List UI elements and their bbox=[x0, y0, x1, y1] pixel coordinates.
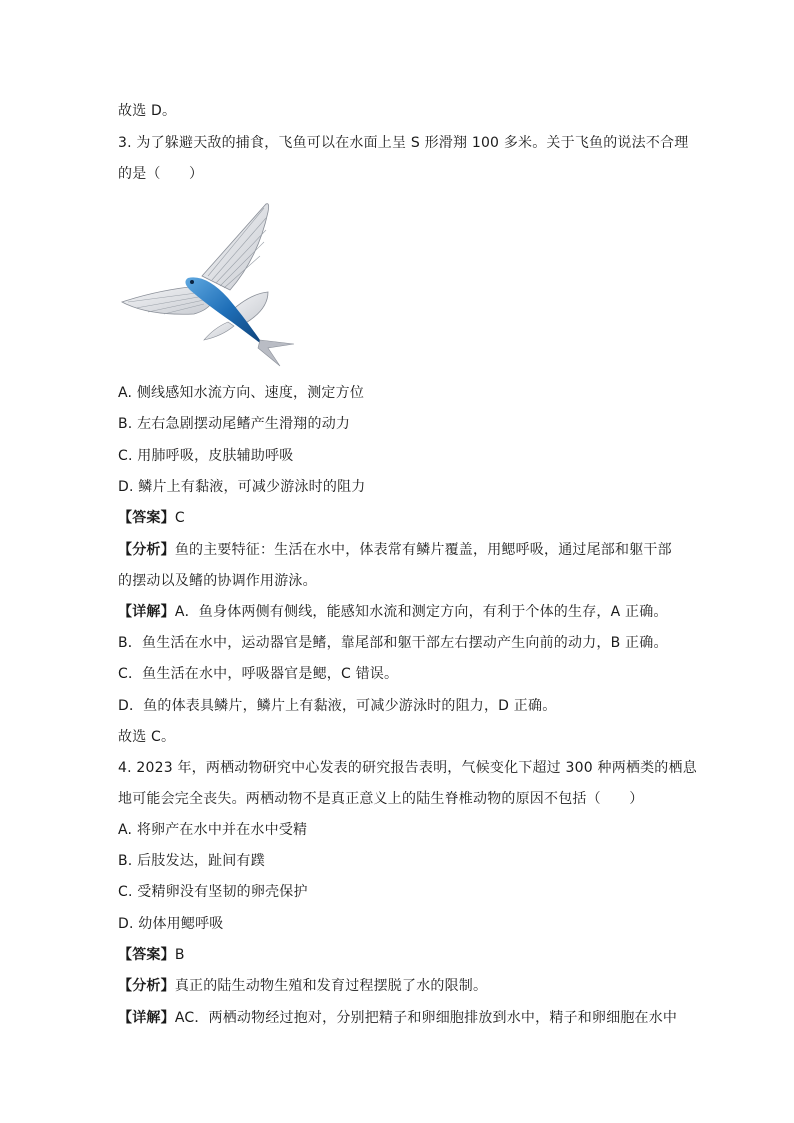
q4-detail-line1 bbox=[118, 1008, 677, 1028]
q3-answer-tag: 【答案】 bbox=[118, 510, 175, 526]
q3-option-a: A. 侧线感知水流方向、速度，测定方位 bbox=[118, 385, 365, 401]
q3-analysis-text1: 鱼的主要特征：生活在水中，体表常有鳞片覆盖，用鳃呼吸，通过尾部和躯干部 bbox=[174, 542, 672, 558]
q4-stem-line2: 地可能会完全丧失。两栖动物不是真正意义上的陆生脊椎动物的原因不包括（ ） bbox=[118, 791, 644, 807]
q3-stem-line2: 的是（ ） bbox=[118, 166, 204, 182]
q3-detail-text1: A．鱼身体两侧有侧线，能感知水流和测定方向，有利于个体的生存，A 正确。 bbox=[174, 604, 668, 620]
q3-answer bbox=[118, 508, 185, 528]
q4-answer-tag: 【答案】 bbox=[118, 947, 175, 963]
q4-option-a: A. 将卵产在水中并在水中受精 bbox=[118, 822, 308, 838]
q3-analysis-line1 bbox=[118, 540, 672, 560]
q3-answer-value: C bbox=[174, 510, 185, 526]
q3-analysis-line2: 的摆动以及鳍的协调作用游泳。 bbox=[118, 573, 317, 589]
q4-option-c: C. 受精卵没有坚韧的卵壳保护 bbox=[118, 884, 308, 900]
q3-option-c: C. 用肺呼吸，皮肤辅助呼吸 bbox=[118, 448, 294, 464]
q4-analysis-tag: 【分析】 bbox=[118, 978, 175, 994]
q4-option-d: D. 幼体用鳃呼吸 bbox=[118, 916, 224, 932]
q3-analysis-tag: 【分析】 bbox=[118, 542, 175, 558]
q4-analysis-text1: 真正的陆生动物生殖和发育过程摆脱了水的限制。 bbox=[174, 978, 488, 994]
q4-detail-tag: 【详解】 bbox=[118, 1010, 175, 1026]
q3-detail-line3: C．鱼生活在水中，呼吸器官是鳃，C 错误。 bbox=[118, 666, 399, 682]
q3-detail-line4: D．鱼的体表具鳞片，鳞片上有黏液，可减少游泳时的阻力，D 正确。 bbox=[118, 698, 557, 714]
q2-conclusion: 故选 D。 bbox=[118, 103, 177, 119]
q4-option-b: B. 后肢发达，趾间有蹼 bbox=[118, 853, 265, 869]
q4-answer-value: B bbox=[174, 947, 185, 963]
flying-fish-icon bbox=[118, 198, 298, 368]
q3-detail-line1 bbox=[118, 602, 668, 622]
q4-detail-text1: AC．两栖动物经过抱对，分别把精子和卵细胞排放到水中，精子和卵细胞在水中 bbox=[174, 1010, 678, 1026]
q3-detail-tag: 【详解】 bbox=[118, 604, 175, 620]
q3-option-b: B. 左右急剧摆动尾鳍产生滑翔的动力 bbox=[118, 416, 351, 432]
q3-conclusion: 故选 C。 bbox=[118, 729, 176, 745]
q3-option-d: D. 鳞片上有黏液，可减少游泳时的阻力 bbox=[118, 479, 366, 495]
q4-analysis-line1 bbox=[118, 976, 487, 996]
q4-stem-line1: 4. 2023 年，两栖动物研究中心发表的研究报告表明，气候变化下超过 300 种两栖类的栖息 bbox=[118, 760, 697, 776]
q3-detail-line2: B．鱼生活在水中，运动器官是鳍，靠尾部和躯干部左右摆动产生向前的动力，B 正确。 bbox=[118, 635, 668, 651]
q4-answer bbox=[118, 945, 185, 965]
q3-stem-line1: 3. 为了躲避天敌的捕食，飞鱼可以在水面上呈 S 形滑翔 100 多米。关于飞鱼的说法不合理 bbox=[118, 135, 689, 151]
